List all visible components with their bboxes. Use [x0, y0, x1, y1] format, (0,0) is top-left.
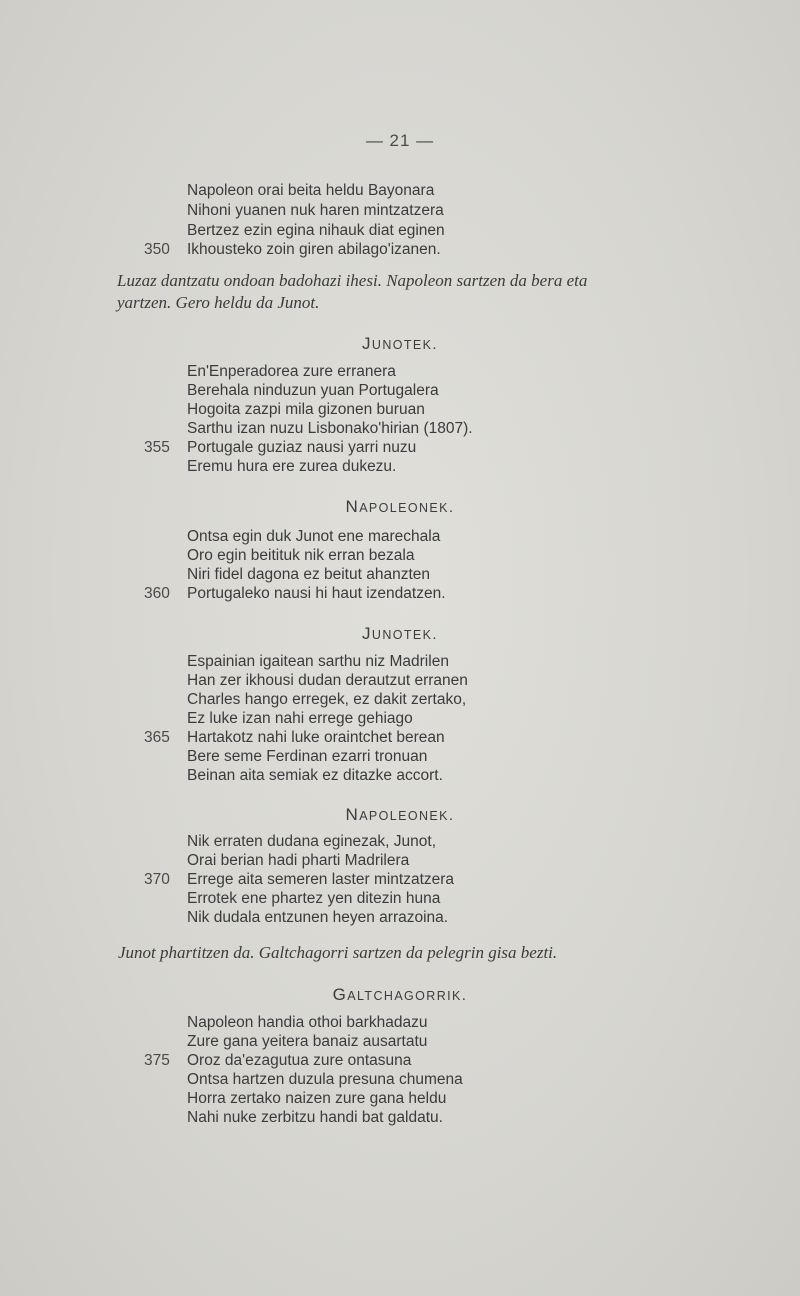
verse-line: Ikhousteko zoin giren abilago'izanen. [187, 241, 441, 258]
verse-line: Errotek ene phartez yen ditezin huna [187, 890, 441, 907]
verse-line: Eremu hura ere zurea dukezu. [187, 458, 397, 475]
verse-line: Ontsa egin duk Junot ene marechala [187, 528, 441, 545]
verse-line: Berehala ninduzun yuan Portugalera [187, 382, 439, 399]
verse-line: Espainian igaitean sarthu niz Madrilen [187, 653, 449, 670]
verse-line: Hartakotz nahi luke oraintchet berean [187, 729, 445, 746]
verse-line: Beinan aita semiak ez ditazke accort. [187, 767, 443, 784]
speaker-name: JUNOTEK. [362, 624, 438, 643]
verse-line: Napoleon handia othoi barkhadazu [187, 1014, 428, 1031]
line-number: 360 [144, 585, 170, 602]
verse-line: Napoleon orai beita heldu Bayonara [187, 182, 435, 199]
line-number: 370 [144, 871, 170, 888]
stage-direction: Junot phartitzen da. Galtchagorri sartzen da pelegrin gisa bezti. [118, 943, 558, 962]
verse-line: Ez luke izan nahi errege gehiago [187, 710, 413, 727]
line-number: 350 [144, 241, 170, 258]
verse-line: En'Enperadorea zure erranera [187, 363, 396, 380]
verse-line: Portugaleko nausi hi haut izendatzen. [187, 585, 446, 602]
verse-line: Han zer ikhousi dudan derautzut erranen [187, 672, 468, 689]
line-number: 355 [144, 439, 170, 456]
speaker-name: NAPOLEONEK. [345, 805, 455, 824]
verse-line: Zure gana yeitera banaiz ausartatu [187, 1033, 428, 1050]
speaker-name: JUNOTEK. [362, 334, 438, 353]
verse-line: Niri fidel dagona ez beitut ahanzten [187, 566, 430, 583]
verse-line: Charles hango erregek, ez dakit zertako, [187, 691, 467, 708]
line-number: 365 [144, 729, 170, 746]
verse-line: Oroz da'ezagutua zure ontasuna [187, 1052, 412, 1069]
verse-line: Portugale guziaz nausi yarri nuzu [187, 439, 417, 456]
verse-line: Oro egin beitituk nik erran bezala [187, 547, 415, 564]
stage-direction: Luzaz dantzatu ondoan badohazi ihesi. Napoleon sartzen da bera eta [117, 271, 588, 290]
page-number: — 21 — [365, 131, 435, 150]
verse-line: Horra zertako naizen zure gana heldu [187, 1090, 447, 1107]
verse-line: Nik erraten dudana eginezak, Junot, [187, 833, 437, 850]
verse-line: Orai berian hadi pharti Madrilera [187, 852, 410, 869]
verse-line: Errege aita semeren laster mintzatzera [187, 871, 455, 888]
verse-line: Nik dudala entzunen heyen arrazoina. [187, 909, 449, 926]
verse-line: Bere seme Ferdinan ezarri tronuan [187, 748, 428, 765]
line-number: 375 [144, 1052, 170, 1069]
verse-line: Nihoni yuanen nuk haren mintzatzera [187, 202, 444, 219]
verse-line: Sarthu izan nuzu Lisbonako'hirian (1807). [187, 420, 473, 437]
speaker-name: GALTCHAGORRIK. [332, 985, 468, 1004]
verse-line: Bertzez ezin egina nihauk diat eginen [187, 222, 445, 239]
stage-direction: yartzen. Gero heldu da Junot. [117, 293, 320, 312]
verse-line: Hogoita zazpi mila gizonen buruan [187, 401, 425, 418]
verse-line: Nahi nuke zerbitzu handi bat galdatu. [187, 1109, 443, 1126]
verse-line: Ontsa hartzen duzula presuna chumena [187, 1071, 463, 1088]
speaker-name: NAPOLEONEK. [345, 497, 455, 516]
